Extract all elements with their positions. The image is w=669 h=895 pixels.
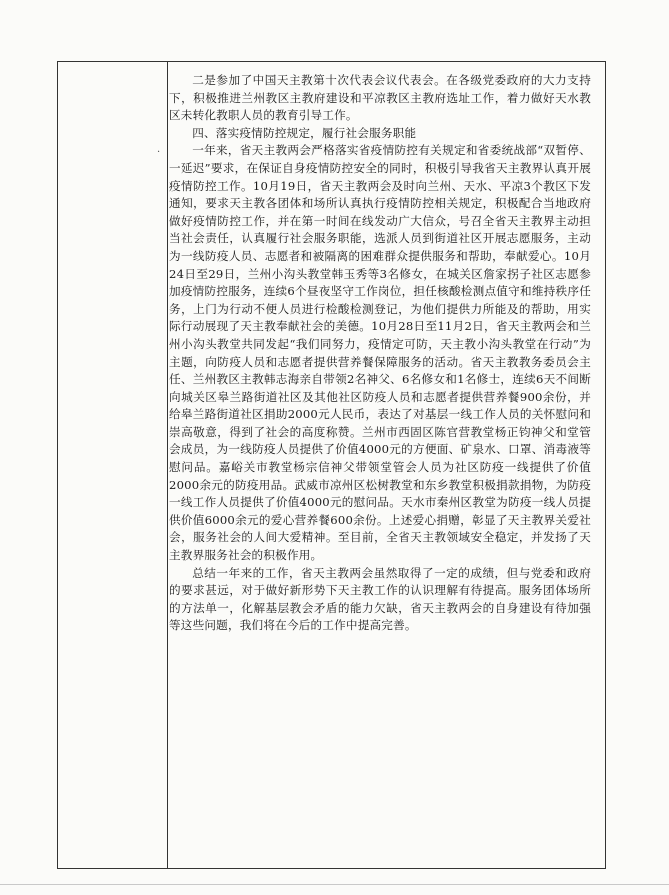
section-heading-epidemic: 四、落实疫情防控规定，履行社会服务职能 xyxy=(192,125,417,140)
page-bottom-edge xyxy=(0,884,669,885)
paragraph-epidemic-service: 一年来，省天主教两会严格落实省疫情防控有关规定和省委统战部“双暂停、一延迟”要求，在保证自身疫情防控安全的同时，积极引导我省天主教界认真开展疫情防控工作。10月19日，省天主教两会及时向兰州、天水、平凉3个教区下发通知，要求天主教各团体和场所认真执行疫情防控相关规定，积极配合当地政府做好疫情防控工作，并在第一时间在线发动广大信众，号召全省天主教界主动担当社会责任，认真履行社会服务职能，选派人员到街道社区开展志愿服务，主动为一线防疫人员、志愿者和被隔离的困难群众提供服务和帮助，奉献爱心。10月24日至29日，兰州小沟头教堂韩玉秀等3名修女，在城关区詹家拐子社区志愿参加疫情防控服务，连续6个昼夜坚守工作岗位，担任核酸检测点值守和维持秩序任务，上门为行动不便人员进行检酸检测登记，为他们提供力所能及的帮助，用实际行动展现了天主教奉献社会的美德。10月28日至11月2日，省天主教两会和兰州小沟头教堂共同发起“我们同努力，疫情定可防，天主教小沟头教堂在行动”为主题，向防疫人员和志愿者提供营养餐保障服务的活动。省天主教教务委员会主任、兰州教区主教韩志海亲自带领2名神父、6名修女和1名修士，连续6天不间断向城关区皋兰路街道社区及其他社区防疫人员和志愿者提供营养餐900余份，并给皋兰路街道社区捐助2000元人民币，表达了对基层一线工作人员的关怀慰问和崇高敬意，得到了社会的高度称赞。兰州市西固区陈官营教堂杨正钧神父和堂管会成员，为一线防疫人员提供了价值4000元的方便面、矿泉水、口罩、消毒液等慰问品。嘉峪关市教堂杨宗信神父带领堂管会人员为社区防疫一线提供了价值2000余元的防疫用品。武威市凉州区松树教堂和东乡教堂积极捐款捐物，为防疫一线工作人员提供了价值4000元的慰问品。天水市秦州区教堂为防疫一线人员提供价值6000余元的爱心营养餐600余份。上述爱心捐赠，彰显了天主教界关爱社会，服务社会的人间大爱精神。至目前，全省天主教领域安全稳定，并发扬了天主教界服务社会的积极作用。 xyxy=(169,143,591,563)
table-column-divider xyxy=(167,62,168,868)
scan-mark: · xyxy=(157,147,161,158)
document-body xyxy=(169,72,591,635)
paragraph-delegation: 二是参加了中国天主教第十次代表会议代表会。在各级党委政府的大力支持下，积极推进兰州教区主教府建设和平凉教区主教府选址工作，着力做好天水教区未转化教职人员的教育引导工作。 xyxy=(169,73,591,123)
paragraph-summary: 总结一年来的工作，省天主教两会虽然取得了一定的成绩，但与党委和政府的要求甚远，对于做好新形势下天主教工作的认识理解有待提高。服务团体场所的方法单一，化解基层教会矛盾的能力欠缺，省天主教两会的自身建设有待加强等这些问题，我们将在今后的工作中提高完善。 xyxy=(169,565,591,633)
